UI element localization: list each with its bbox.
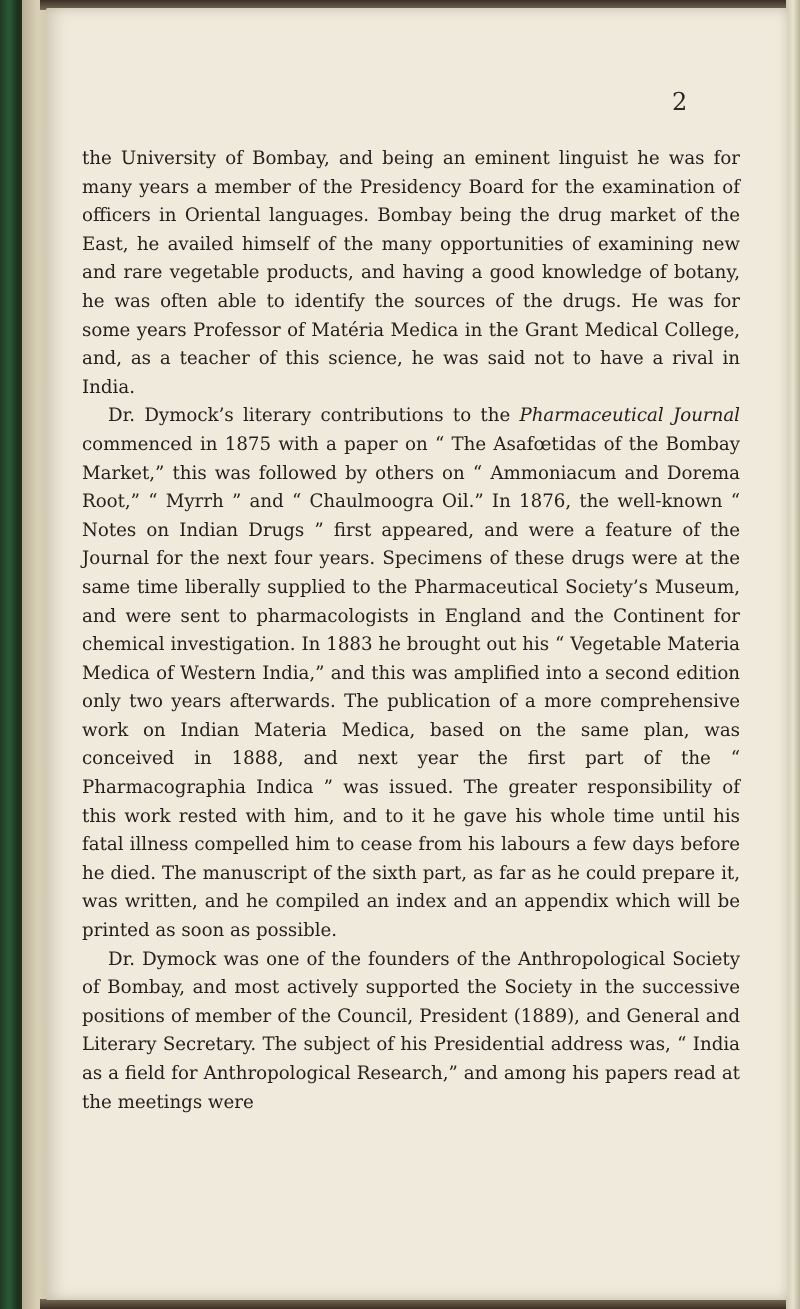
paragraph-2-text-a: Dr. Dymock’s literary contributions to the xyxy=(108,405,520,427)
paragraph-3-text: Dr. Dymock was one of the founders of the Anthropological Society of Bombay, and most actively supported the Society in the successive positions of member of the Council, President (1889), and General and Literary Secretary. The subject of his Presidential address was, “ India as a field for Anthropological Research,” and among his papers read at the meetings were xyxy=(82,948,740,1113)
body-text xyxy=(82,145,740,1117)
paragraph-2 xyxy=(82,402,740,945)
right-page-edge xyxy=(786,0,800,1309)
paragraph-1 xyxy=(82,145,740,402)
paragraph-2-text-b: commenced in 1875 with a paper on “ The Asafœtidas of the Bombay Market,” this was followed by others on “ Ammoniacum and Dorema Root,” “ Myrrh ” and “ Chaulmoogra Oil.” In 1876, the well-known “ Notes on Indian Drugs ” first appeared, and were a feature of the Journal for the next four years. Specimens of these drugs were at the same time liberally supplied to the Pharmaceutical Society’s Museum, and were sent to pharmacologists in England and the Continent for chemical investigation. In 1883 he brought out his “ Vegetable Materia Medica of Western India,” and this was amplified into a second edition only two years afterwards. The publication of a more comprehensive work on Indian Materia Medica, based on the same plan, was conceived in 1888, and next year the first part of the “ Pharmacographia Indica ” was issued. The greater responsibility of this work rested with him, and to it he gave his whole time until his fatal illness compelled him to cease from his labours a few days before he died. The manuscript of the sixth part, as far as he could prepare it, was written, and he compiled an index and an appendix which will be printed as soon as possible. xyxy=(82,433,740,942)
page-number: 2 xyxy=(672,88,688,116)
journal-title: Pharmaceutical Journal xyxy=(519,405,740,427)
paragraph-1-text: the University of Bombay, and being an eminent linguist he was for many years a member of the Presidency Board for the examination of officers in Oriental languages. Bombay being the drug market of the East, he availed himself of the many opportunities of examining new and rare vegetable products, and having a good knowledge of botany, he was often able to identify the sources of the drugs. He was for some years Professor of Matéria Medica in the Grant Medical College, and, as a teacher of this science, he was said not to have a rival in India. xyxy=(82,148,740,398)
bottom-page-edge xyxy=(40,1299,800,1309)
paragraph-3 xyxy=(82,946,740,1118)
